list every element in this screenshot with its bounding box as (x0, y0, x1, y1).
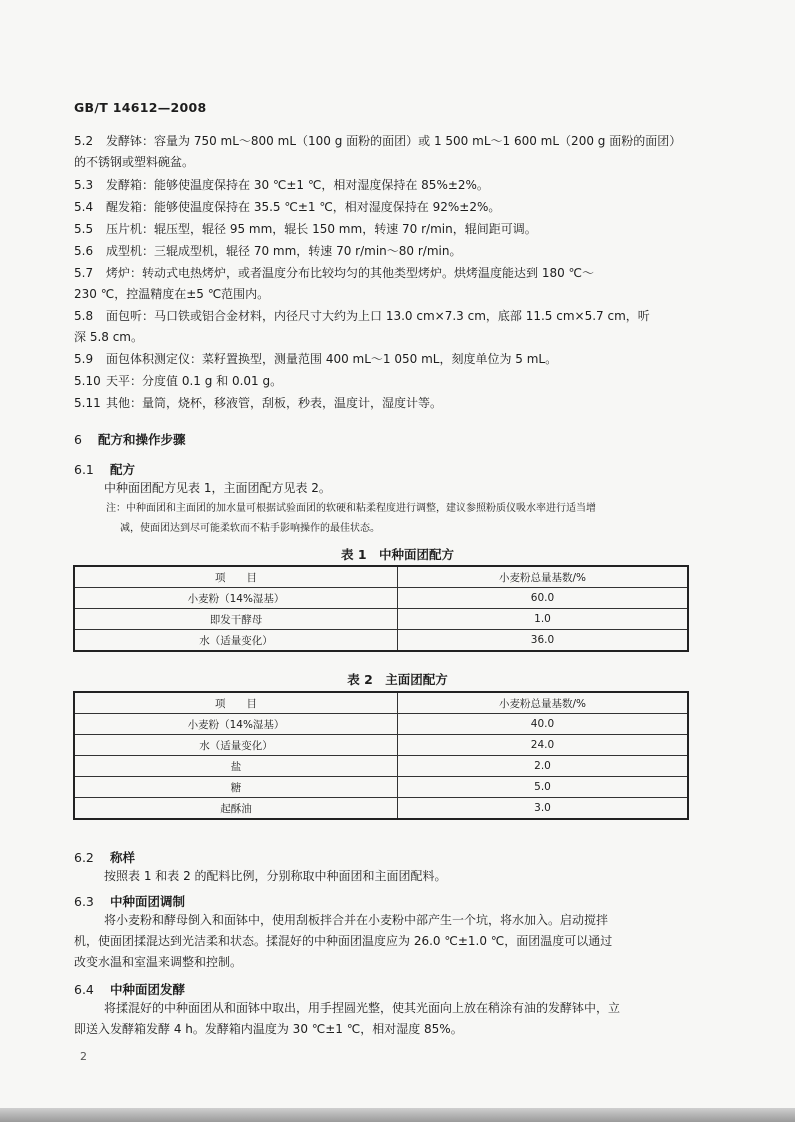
paragraph-6-2: 按照表 1 和表 2 的配料比例，分别称取中种面团和主面团配料。 (104, 869, 447, 883)
table-cell: 小麦粉（14%湿基） (74, 714, 398, 735)
subsection-number: 6.2 (74, 850, 94, 865)
clause-text-cont: 的不锈钢或塑料碗盆。 (74, 155, 195, 169)
table-header-row (74, 566, 688, 588)
table2-caption: 表 2 主面团配方 (347, 672, 448, 687)
clause-number: 5.6 (74, 244, 94, 258)
clause-5-7 (74, 263, 724, 305)
clause-text: 天平：分度值 0.1 g 和 0.01 g。 (106, 374, 283, 388)
clause-text-cont: 深 5.8 cm。 (74, 330, 144, 344)
subsection-title: 中种面团发酵 (110, 982, 186, 997)
table-header-row (74, 692, 688, 714)
paragraph-line: 即送入发酵箱发酵 4 h。发酵箱内温度为 30 ℃±1 ℃，相对湿度 85%。 (74, 1022, 463, 1036)
table2 (73, 691, 689, 820)
paragraph-line: 将揉混好的中种面团从和面钵中取出，用手捏圆光整，使其光面向上放在稍涂有油的发酵钵中，立 (104, 1001, 621, 1015)
paragraph-6-1: 中种面团配方见表 1，主面团配方见表 2。 (104, 481, 331, 495)
paragraph-line: 改变水温和室温来调整和控制。 (74, 955, 243, 969)
table-cell: 3.0 (398, 798, 689, 820)
clause-number: 5.4 (74, 200, 94, 214)
table-row (74, 609, 688, 630)
table-cell: 2.0 (398, 756, 689, 777)
paragraph-line: 机，使面团揉混达到光洁柔和状态。揉混好的中种面团温度应为 26.0 ℃±1.0 ℃，面团温度可以通过 (74, 934, 613, 948)
table-cell: 36.0 (398, 630, 689, 652)
clause-text: 压片机：辊压型，辊径 95 mm，辊长 150 mm，转速 70 r/min，辊间距可调。 (106, 222, 537, 236)
clause-5-8 (74, 306, 724, 348)
table-header-cell: 项 目 (74, 566, 398, 588)
subsection-6-1-heading (74, 460, 135, 478)
clause-number: 5.9 (74, 352, 94, 366)
clause-text: 成型机：三辊成型机，辊径 70 mm，转速 70 r/min～80 r/min。 (106, 244, 462, 258)
clause-text: 面包体积测定仪：菜籽置换型，测量范围 400 mL～1 050 mL，刻度单位为 5 mL。 (106, 352, 558, 366)
clause-5-10 (74, 371, 724, 392)
clause-5-11 (74, 393, 724, 414)
table-cell: 盐 (74, 756, 398, 777)
clause-5-4 (74, 197, 724, 218)
subsection-title: 中种面团调制 (110, 894, 186, 909)
section-6-heading (74, 430, 186, 448)
clause-5-3 (74, 175, 724, 196)
clause-5-5 (74, 219, 724, 240)
clause-5-2 (74, 131, 724, 173)
table-cell: 5.0 (398, 777, 689, 798)
table-cell: 即发干酵母 (74, 609, 398, 630)
table-cell: 水（适量变化） (74, 735, 398, 756)
subsection-title: 称样 (110, 850, 136, 865)
paragraph-6-4 (74, 998, 724, 1040)
clause-text-cont: 230 ℃，控温精度在±5 ℃范围内。 (74, 287, 270, 301)
section-number: 6 (74, 432, 82, 447)
clause-number: 5.3 (74, 178, 94, 192)
clause-number: 5.7 (74, 266, 94, 280)
clause-text: 发酵箱：能够使温度保持在 30 ℃±1 ℃，相对湿度保持在 85%±2%。 (106, 178, 489, 192)
standard-code: GB/T 14612—2008 (74, 100, 207, 115)
clause-number: 5.8 (74, 309, 94, 323)
section-title: 配方和操作步骤 (98, 432, 186, 447)
table-cell: 1.0 (398, 609, 689, 630)
subsection-6-3-heading (74, 892, 185, 910)
table1 (73, 565, 689, 652)
page-number: 2 (80, 1050, 87, 1063)
table-header-cell: 项 目 (74, 692, 398, 714)
table-header-cell: 小麦粉总量基数/% (398, 566, 689, 588)
clause-text: 烤炉：转动式电热烤炉，或者温度分布比较均匀的其他类型烤炉。烘烤温度能达到 180 ℃～ (106, 266, 595, 280)
table-cell: 糖 (74, 777, 398, 798)
subsection-number: 6.1 (74, 462, 94, 477)
subsection-6-2-heading (74, 848, 135, 866)
table-cell: 小麦粉（14%湿基） (74, 588, 398, 609)
paragraph-line: 将小麦粉和酵母倒入和面钵中，使用刮板拌合并在小麦粉中部产生一个坑，将水加入。启动搅拌 (104, 913, 609, 927)
clause-number: 5.10 (74, 374, 101, 388)
table-row (74, 798, 688, 820)
paragraph-6-3 (74, 910, 724, 973)
clause-text: 醒发箱：能够使温度保持在 35.5 ℃±1 ℃，相对湿度保持在 92%±2%。 (106, 200, 501, 214)
table-row (74, 735, 688, 756)
table-cell: 40.0 (398, 714, 689, 735)
table-row (74, 756, 688, 777)
table-cell: 水（适量变化） (74, 630, 398, 652)
scan-edge-shadow (0, 1108, 795, 1122)
clause-5-6 (74, 241, 724, 262)
subsection-number: 6.4 (74, 982, 94, 997)
clause-text: 其他：量筒，烧杯，移液管，刮板，秒表，温度计，湿度计等。 (106, 396, 443, 410)
table-cell: 起酥油 (74, 798, 398, 820)
subsection-6-4-heading (74, 980, 185, 998)
clause-number: 5.2 (74, 134, 94, 148)
clause-number: 5.5 (74, 222, 94, 236)
table-header-cell: 小麦粉总量基数/% (398, 692, 689, 714)
clause-text: 发酵钵：容量为 750 mL～800 mL（100 g 面粉的面团）或 1 500 mL～1 600 mL（200 g 面粉的面团） (106, 134, 682, 148)
table-cell: 24.0 (398, 735, 689, 756)
table-row (74, 630, 688, 652)
table-row (74, 588, 688, 609)
table-cell: 60.0 (398, 588, 689, 609)
subsection-title: 配方 (110, 462, 136, 477)
table-row (74, 777, 688, 798)
clause-5-9 (74, 349, 724, 370)
note-line: 减，使面团达到尽可能柔软而不粘手影响操作的最佳状态。 (120, 523, 380, 534)
table1-caption: 表 1 中种面团配方 (340, 547, 455, 562)
note-line: 注：中种面团和主面团的加水量可根据试验面团的软硬和粘柔程度进行调整，建议参照粉质仪吸水率进行适当增 (106, 503, 596, 514)
note (106, 499, 710, 539)
clause-text: 面包听：马口铁或铝合金材料，内径尺寸大约为上口 13.0 cm×7.3 cm，底部 11.5 cm×5.7 cm，听 (106, 309, 650, 323)
subsection-number: 6.3 (74, 894, 94, 909)
table-row (74, 714, 688, 735)
clause-number: 5.11 (74, 396, 101, 410)
